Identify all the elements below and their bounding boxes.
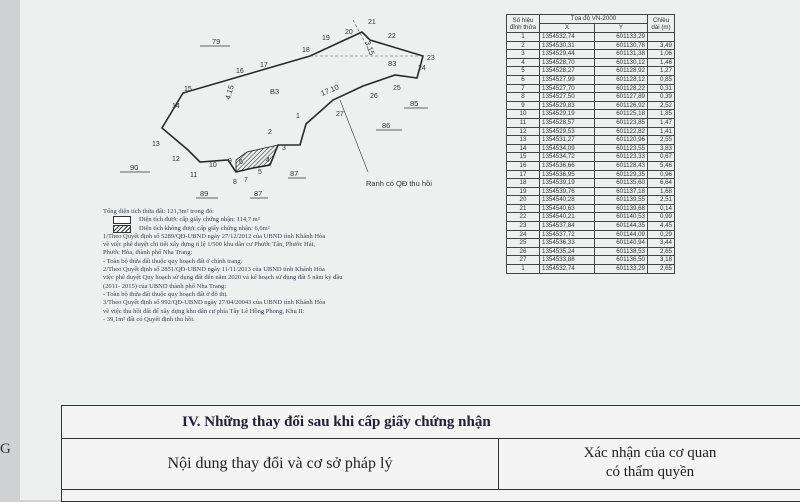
- header-x: X: [540, 24, 595, 33]
- table-cell: 15: [507, 153, 540, 162]
- total-area-text: Tổng diện tích thửa đất: 121,3m² trong đó:: [103, 208, 214, 215]
- table-cell: 1,47: [648, 118, 675, 127]
- table-cell: 3,49: [648, 41, 675, 50]
- table-cell: 1354529,44: [540, 50, 595, 59]
- note-line: về việc thu hồi đất để xây dựng khu dân cư phía Tây Lê Hồng Phong, Khu II:: [103, 307, 305, 315]
- table-cell: 21: [507, 204, 540, 213]
- dimension-4-15: 4.15: [223, 84, 236, 101]
- point-label-22: 22: [388, 33, 396, 40]
- table-row: [507, 170, 675, 179]
- table-cell: 1354540,63: [540, 204, 595, 213]
- point-label-23: 23: [427, 55, 435, 62]
- table-cell: 6: [507, 75, 540, 84]
- table-row: [507, 213, 675, 222]
- table-cell: 6,64: [648, 179, 675, 188]
- table-cell: 601125,18: [595, 110, 648, 119]
- table-cell: 1354532,74: [540, 265, 595, 274]
- table-cell: 13: [507, 136, 540, 145]
- column-header-confirmation: Xác nhận của cơ quan có thẩm quyền: [583, 445, 717, 480]
- point-label-27: 27: [336, 111, 344, 118]
- table-cell: 1,46: [648, 58, 675, 67]
- table-cell: 27: [507, 256, 540, 265]
- point-label-20: 20: [345, 29, 353, 36]
- table-cell: 0,29: [648, 230, 675, 239]
- legend-swatch-plain: [113, 216, 131, 224]
- table-row: [507, 110, 675, 119]
- table-cell: 1354540,28: [540, 196, 595, 205]
- table-cell: 2: [507, 41, 540, 50]
- table-cell: 19: [507, 187, 540, 196]
- table-cell: 601133,29: [595, 33, 648, 42]
- point-label-11: 11: [190, 172, 198, 179]
- table-cell: 1,06: [648, 50, 675, 59]
- note-line: về việc phê duyệt chi tiết xây dựng tỉ lệ 1/500 khu dân cư Phước Tân, Phước Hải,: [103, 241, 316, 249]
- table-row: [507, 179, 675, 188]
- table-cell: 1: [507, 265, 540, 274]
- table-cell: 601129,35: [595, 170, 648, 179]
- table-cell: 2,51: [648, 196, 675, 205]
- table-row: [507, 84, 675, 93]
- table-cell: 0,14: [648, 204, 675, 213]
- table-row: [507, 265, 675, 274]
- lot-label-89: 89: [200, 189, 209, 198]
- table-cell: 1,85: [648, 110, 675, 119]
- table-cell: 1354527,99: [540, 75, 595, 84]
- lot-label-85: 85: [410, 99, 419, 108]
- point-label-6: 6: [239, 159, 243, 166]
- table-cell: 1,41: [648, 127, 675, 136]
- table-cell: 601126,92: [595, 101, 648, 110]
- notes-block: [103, 208, 483, 324]
- point-label-7: 7: [244, 177, 248, 184]
- table-row: [507, 222, 675, 231]
- table-cell: 1,68: [648, 187, 675, 196]
- lot-label-86: 86: [382, 121, 391, 130]
- header-point: Số hiệu đỉnh thửa: [507, 15, 540, 33]
- lot-label-87a: 87: [254, 189, 263, 198]
- note-line: 2/Theo Quyết định số 2851/QĐ-UBND ngày 11/11/2013 của UBND tỉnh Khánh Hòa: [103, 266, 325, 274]
- legend-swatch-hatched: [113, 225, 131, 233]
- table-row: [507, 93, 675, 102]
- table-cell: 601120,96: [595, 136, 648, 145]
- table-cell: 601135,60: [595, 179, 648, 188]
- table-cell: 12: [507, 127, 540, 136]
- table-cell: 1,27: [648, 67, 675, 76]
- table-cell: 2,65: [648, 265, 675, 274]
- table-cell: 1354532,74: [540, 33, 595, 42]
- table-cell: 14: [507, 144, 540, 153]
- table-cell: 1354533,88: [540, 256, 595, 265]
- table-cell: 1354536,95: [540, 170, 595, 179]
- table-cell: 601130,78: [595, 41, 648, 50]
- table-cell: 10: [507, 110, 540, 119]
- table-cell: 1354528,27: [540, 67, 595, 76]
- table-cell: 601123,33: [595, 153, 648, 162]
- table-cell: 4: [507, 58, 540, 67]
- table-cell: 2,65: [648, 247, 675, 256]
- table-cell: 1354537,84: [540, 222, 595, 231]
- note-line: Phước Hòa, thành phố Nha Trang:: [103, 249, 193, 257]
- header-y: Y: [595, 24, 648, 33]
- table-cell: 1354528,57: [540, 118, 595, 127]
- table-row: [507, 196, 675, 205]
- table-cell: 0,96: [648, 170, 675, 179]
- point-label-10: 10: [209, 162, 217, 169]
- table-cell: 1354534,72: [540, 153, 595, 162]
- point-label-3: 3: [282, 145, 286, 152]
- point-label-1: 1: [296, 113, 300, 120]
- table-cell: 601123,85: [595, 118, 648, 127]
- point-label-24: 24: [418, 65, 426, 72]
- table-cell: 1354530,31: [540, 41, 595, 50]
- table-cell: 5,46: [648, 161, 675, 170]
- point-label-15: 15: [184, 86, 192, 93]
- note-line: việc phê duyệt Quy hoạch sử dụng đất đến năm 2020 và kế hoạch sử dụng đất 5 năm kỳ đầu: [103, 274, 343, 282]
- point-label-2: 2: [268, 129, 272, 136]
- table-cell: 0,99: [648, 213, 675, 222]
- table-cell: 3: [507, 50, 540, 59]
- table-row: [507, 256, 675, 265]
- point-label-5: 5: [258, 169, 262, 176]
- table-cell: 601139,55: [595, 196, 648, 205]
- point-label-17: 17: [260, 62, 268, 69]
- table-row: [507, 118, 675, 127]
- table-cell: 1354539,19: [540, 179, 595, 188]
- table-row: [507, 127, 675, 136]
- table-cell: 9: [507, 101, 540, 110]
- coordinate-rows: [507, 33, 675, 274]
- table-cell: 601137,18: [595, 187, 648, 196]
- point-label-25: 25: [393, 85, 401, 92]
- table-cell: 1354528,70: [540, 58, 595, 67]
- table-cell: 8: [507, 93, 540, 102]
- table-cell: 601133,29: [595, 265, 648, 274]
- coordinate-table: [506, 14, 675, 274]
- table-cell: 1354534,09: [540, 144, 595, 153]
- note-line: (2011- 2015) của UBND thành phố Nha Trang:: [103, 282, 227, 290]
- table-row: [507, 136, 675, 145]
- table-cell: 601144,35: [595, 222, 648, 231]
- note-line: 3/Theo Quyết định số 992/QĐ-UBND ngày 27/04/20043 của UBND tỉnh Khánh Hòa: [103, 299, 326, 307]
- point-label-14: 14: [172, 103, 180, 110]
- table-cell: 601128,22: [595, 84, 648, 93]
- table-cell: 3,83: [648, 144, 675, 153]
- point-label-4: 4: [266, 157, 270, 164]
- table-cell: 1354527,70: [540, 84, 595, 93]
- table-cell: 0,85: [648, 75, 675, 84]
- table-cell: 601140,94: [595, 239, 648, 248]
- table-cell: 22: [507, 213, 540, 222]
- table-cell: 17: [507, 170, 540, 179]
- leader-line: [340, 100, 368, 172]
- table-cell: 25: [507, 239, 540, 248]
- note-line: - 39,1m² đất có Quyết định thu hồi.: [103, 315, 195, 323]
- point-label-19: 19: [322, 35, 330, 42]
- table-cell: 1354540,21: [540, 213, 595, 222]
- section-title: IV. Những thay đổi sau khi cấp giấy chứng nhận: [62, 406, 800, 439]
- table-row: [507, 50, 675, 59]
- table-cell: 2,52: [648, 101, 675, 110]
- table-row: [507, 144, 675, 153]
- table-row: [507, 41, 675, 50]
- table-row: [507, 247, 675, 256]
- point-label-9: 9: [228, 158, 232, 165]
- table-row: [507, 230, 675, 239]
- table-cell: 601127,89: [595, 93, 648, 102]
- table-cell: 24: [507, 230, 540, 239]
- table-cell: 11: [507, 118, 540, 127]
- lot-label-87b: 87: [290, 169, 299, 178]
- table-cell: 601144,09: [595, 230, 648, 239]
- section-header-row: [62, 439, 800, 490]
- note-line: 1/Theo Quyết định số 5289/QĐ-UBND ngày 27/12/2012 của UBND tỉnh Khánh Hòa: [103, 232, 326, 240]
- table-row: [507, 161, 675, 170]
- table-cell: 601128,12: [595, 75, 648, 84]
- point-label-26: 26: [370, 93, 378, 100]
- dimension-3-15: 3.15: [363, 39, 377, 57]
- table-cell: 601138,53: [595, 247, 648, 256]
- table-cell: 0,67: [648, 153, 675, 162]
- note-line: - Toàn bộ thửa đất thuộc quy hoạch đất ở chỉnh trang.: [103, 257, 243, 265]
- table-cell: 2,55: [648, 136, 675, 145]
- table-cell: 601131,38: [595, 50, 648, 59]
- point-label-8: 8: [233, 179, 237, 186]
- table-cell: 3,18: [648, 256, 675, 265]
- table-cell: 20: [507, 196, 540, 205]
- header-coord: Tọa độ VN-2000: [540, 15, 648, 24]
- boundary-note: Ranh có QĐ thu hồi: [366, 179, 432, 188]
- table-cell: 1354539,76: [540, 187, 595, 196]
- note-line: - Toàn bộ thửa đất thuộc quy hoạch đất ở đô thị.: [103, 290, 228, 298]
- table-cell: 1354531,27: [540, 136, 595, 145]
- point-label-16: 16: [236, 68, 244, 75]
- table-cell: 0,31: [648, 84, 675, 93]
- table-cell: 1: [507, 33, 540, 42]
- table-cell: 1354536,66: [540, 161, 595, 170]
- table-row: [507, 33, 675, 42]
- legend-not-certified: Diện tích không được cấp giấy chứng nhận: 6,6m²: [103, 225, 483, 233]
- table-cell: [648, 33, 675, 42]
- table-row: [507, 153, 675, 162]
- table-cell: 1354529,53: [540, 127, 595, 136]
- point-label-21: 21: [368, 19, 376, 26]
- header-length: Chiều dài (m): [648, 15, 675, 33]
- table-cell: 601139,68: [595, 204, 648, 213]
- table-cell: 23: [507, 222, 540, 231]
- table-cell: 1354529,83: [540, 101, 595, 110]
- table-cell: 0,39: [648, 93, 675, 102]
- table-cell: 601130,12: [595, 58, 648, 67]
- column-header-content: Nội dung thay đổi và cơ sở pháp lý: [62, 439, 499, 489]
- lot-label-79: 79: [212, 37, 221, 46]
- changes-section: [61, 405, 800, 502]
- table-cell: 18: [507, 179, 540, 188]
- table-cell: 4,45: [648, 222, 675, 231]
- point-label-12: 12: [172, 156, 180, 163]
- lot-label-83: 83: [388, 59, 397, 68]
- table-row: [507, 58, 675, 67]
- table-cell: 601123,55: [595, 144, 648, 153]
- lot-label-90: 90: [130, 163, 139, 172]
- table-row: [507, 187, 675, 196]
- table-cell: 1354537,72: [540, 230, 595, 239]
- table-row: [507, 101, 675, 110]
- table-cell: 601128,92: [595, 67, 648, 76]
- table-cell: 601122,82: [595, 127, 648, 136]
- table-cell: 7: [507, 84, 540, 93]
- table-cell: 16: [507, 161, 540, 170]
- table-cell: 26: [507, 247, 540, 256]
- table-cell: 1354529,19: [540, 110, 595, 119]
- table-cell: 601136,50: [595, 256, 648, 265]
- table-cell: 601128,43: [595, 161, 648, 170]
- land-plot-diagram: [0, 0, 800, 240]
- table-cell: 1354527,50: [540, 93, 595, 102]
- dimension-17-10: 17.10: [319, 82, 341, 98]
- table-row: [507, 239, 675, 248]
- parcel-outline: [162, 32, 423, 172]
- table-cell: 1354535,24: [540, 247, 595, 256]
- legend-certified: Diện tích được cấp giấy chứng nhận: 114,7 m²: [103, 216, 483, 224]
- point-label-13: 13: [152, 141, 160, 148]
- table-cell: 1354536,33: [540, 239, 595, 248]
- edge-letter: G: [0, 441, 11, 457]
- table-row: [507, 75, 675, 84]
- table-row: [507, 67, 675, 76]
- point-label-18: 18: [302, 47, 310, 54]
- parcel-label-b3: B3: [270, 87, 280, 96]
- table-cell: 3,44: [648, 239, 675, 248]
- table-cell: 601140,53: [595, 213, 648, 222]
- table-cell: 5: [507, 67, 540, 76]
- table-row: [507, 204, 675, 213]
